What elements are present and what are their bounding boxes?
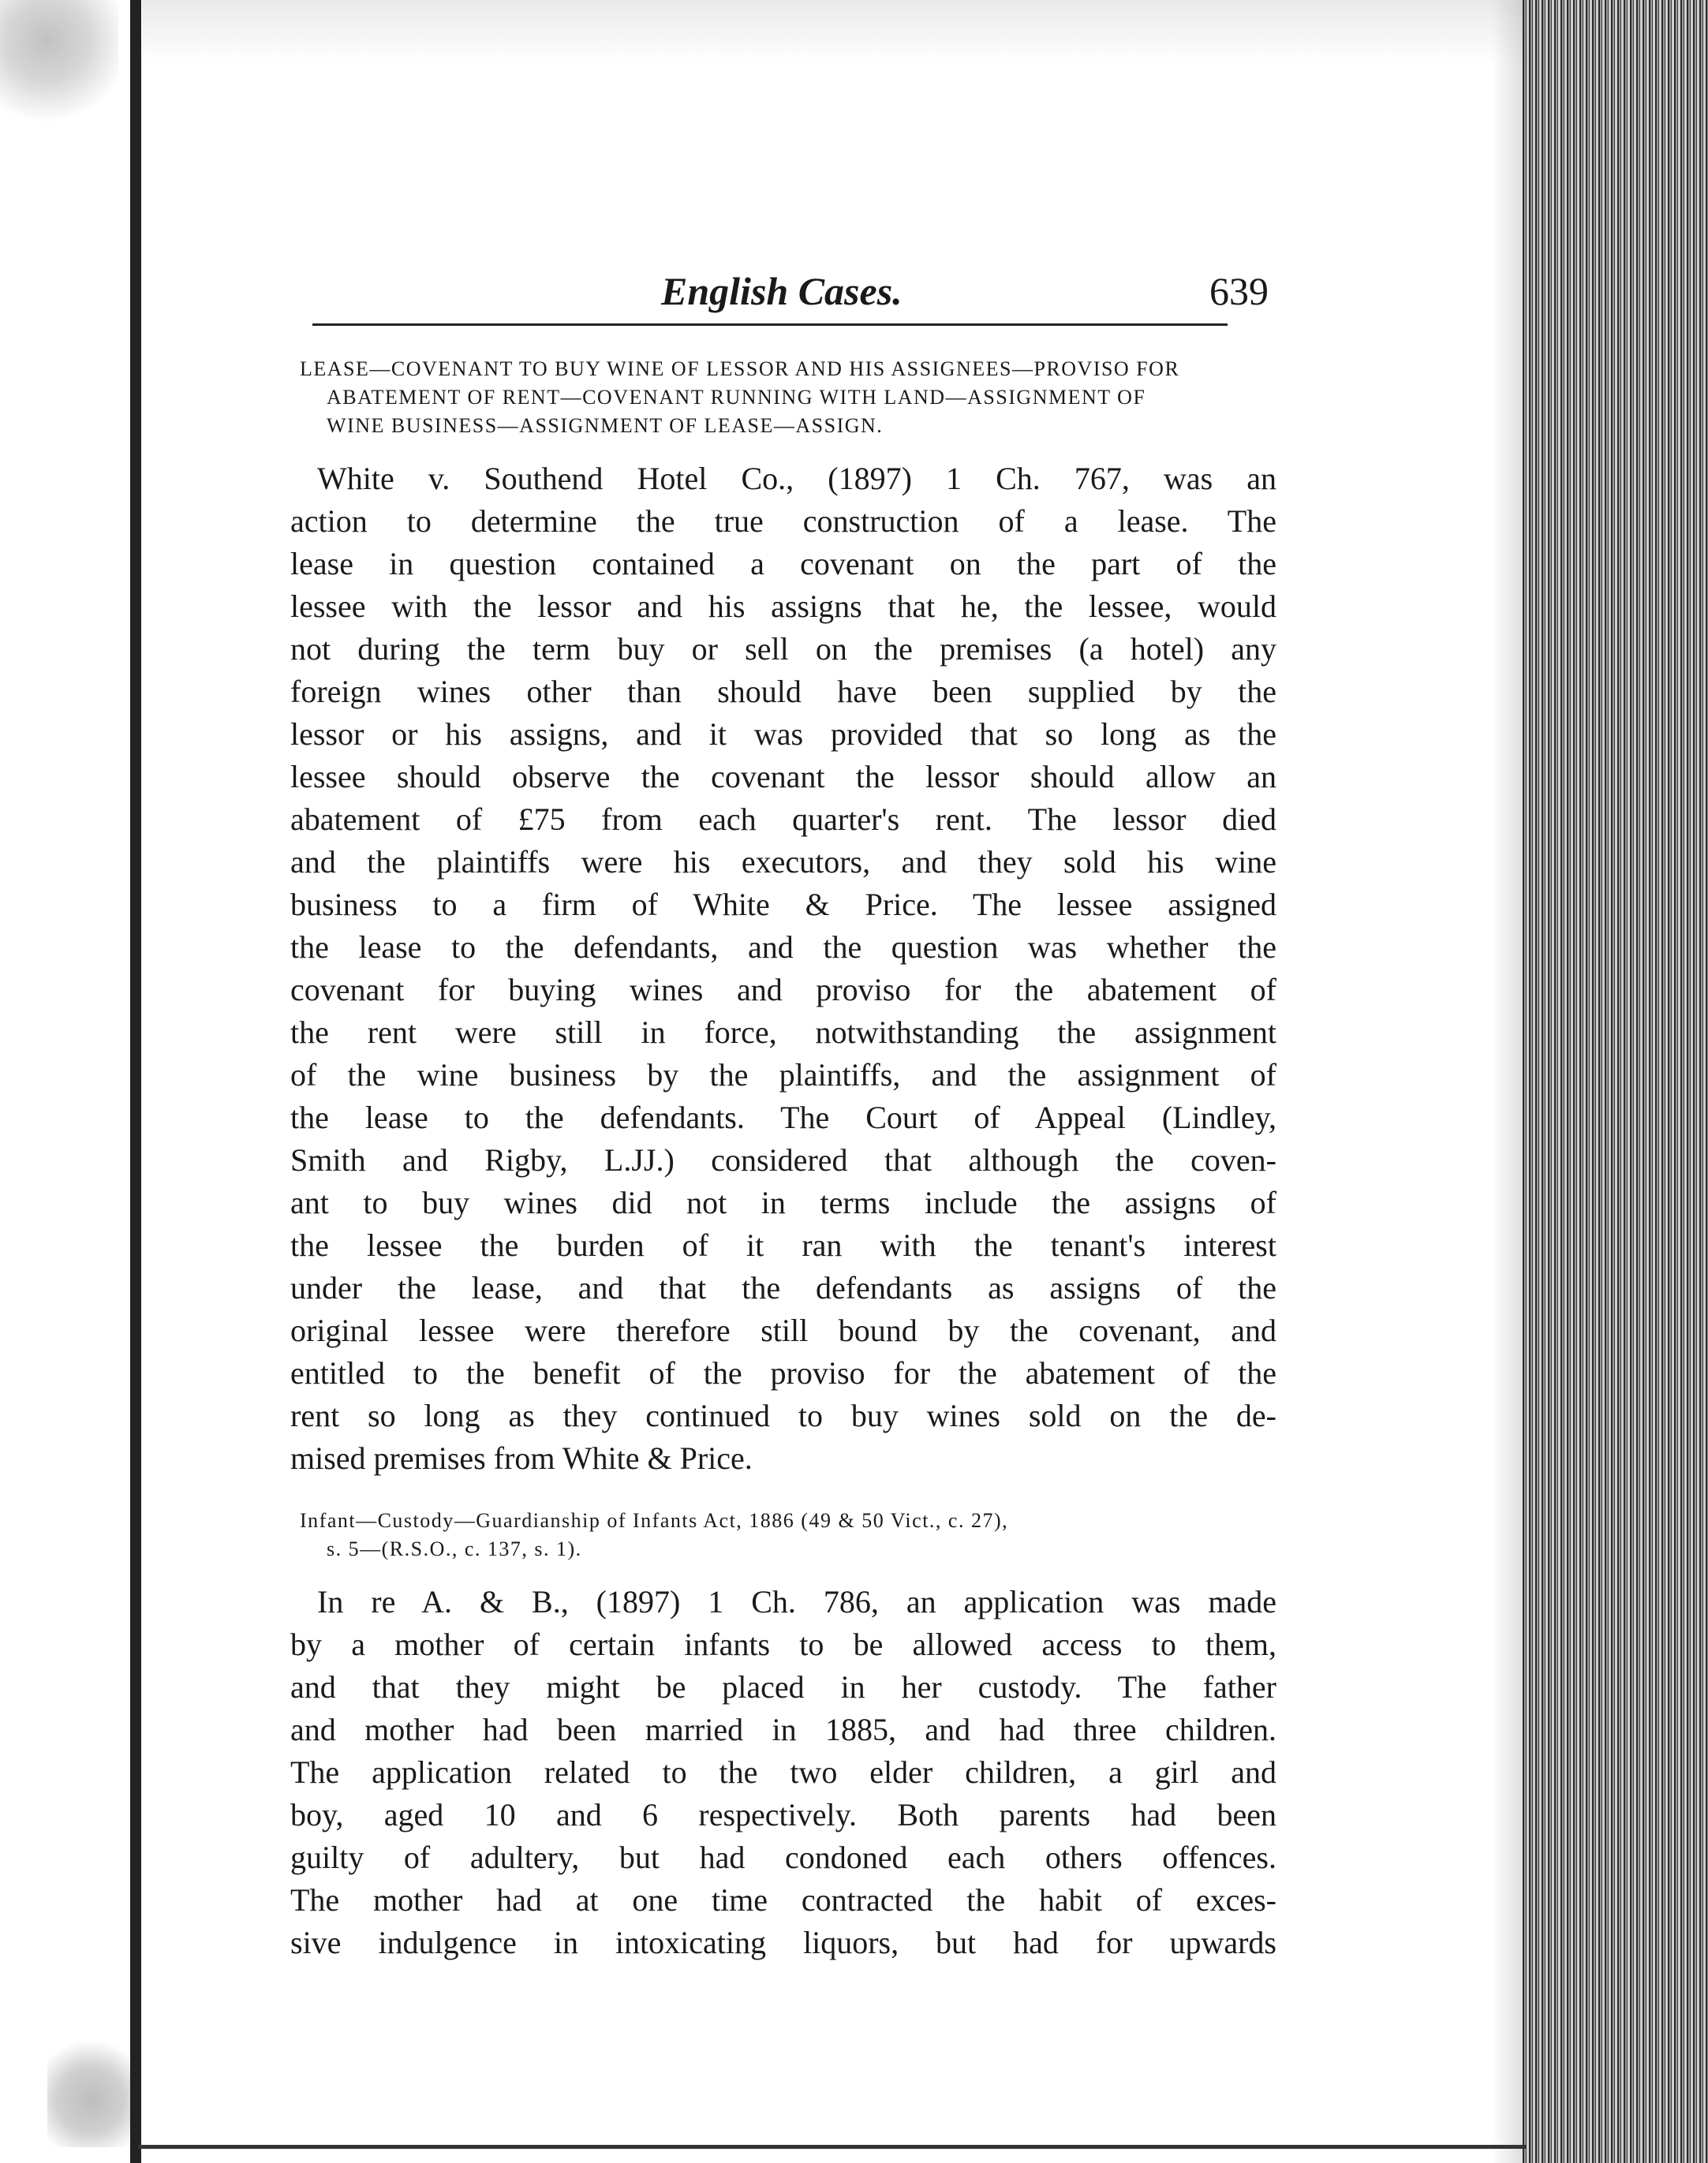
header-rule <box>312 323 1228 326</box>
body-line: The application related to the two elder children, a girl and <box>290 1754 1276 1790</box>
body-line: lessor or his assigns, and it was provided that so long as the <box>290 716 1276 752</box>
case1-body <box>290 458 1276 1480</box>
body-line: sive indulgence in intoxicating liquors, but had for upwards <box>290 1925 1276 1960</box>
topic-line: WINE BUSINESS—ASSIGNMENT OF LEASE—ASSIGN. <box>327 414 884 437</box>
scan-top-shade <box>142 0 1578 63</box>
case1-topic <box>300 355 1270 440</box>
case2-body <box>290 1581 1276 1964</box>
body-line: and that they might be placed in her custody. The father <box>290 1669 1276 1705</box>
body-line: abatement of £75 from each quarter's rent. The lessor died <box>290 801 1276 837</box>
body-line: the lessee the burden of it ran with the tenant's interest <box>290 1227 1276 1263</box>
scan-speckle-top <box>0 0 118 134</box>
body-line: covenant for buying wines and proviso for the abatement of <box>290 972 1276 1007</box>
body-line: White v. Southend Hotel Co., (1897) 1 Ch. 767, was an <box>317 461 1276 496</box>
body-line: under the lease, and that the defendants as assigns of the <box>290 1270 1276 1306</box>
body-line: not during the term buy or sell on the premises (a hotel) any <box>290 631 1276 667</box>
topic-line: s. 5—(R.S.O., c. 137, s. 1). <box>327 1537 582 1560</box>
body-line: guilty of adultery, but had condoned each others offences. <box>290 1840 1276 1875</box>
scan-binding-bar <box>130 0 141 2163</box>
case2-topic <box>300 1507 1270 1563</box>
topic-line: ABATEMENT OF RENT—COVENANT RUNNING WITH LAND—ASSIGNMENT OF <box>327 386 1146 409</box>
running-title: English Cases. <box>661 269 903 313</box>
body-line: boy, aged 10 and 6 respectively. Both parents had been <box>290 1797 1276 1832</box>
body-line: In re A. & B., (1897) 1 Ch. 786, an application was made <box>317 1584 1276 1619</box>
body-line: ant to buy wines did not in terms include the assigns of <box>290 1185 1276 1220</box>
body-line: lessee with the lessor and his assigns that he, the lessee, would <box>290 588 1276 624</box>
body-line: lease in question contained a covenant on the part of the <box>290 546 1276 581</box>
topic-line: LEASE—COVENANT TO BUY WINE OF LESSOR AND HIS ASSIGNEES—PROVISO FOR <box>300 357 1180 380</box>
scan-right-shade <box>1491 0 1523 2163</box>
scan-speckle-bottom <box>47 2029 134 2147</box>
body-line: and mother had been married in 1885, and had three children. <box>290 1712 1276 1747</box>
body-line: Smith and Rigby, L.JJ.) considered that although the coven- <box>290 1142 1276 1178</box>
body-line: the lease to the defendants, and the question was whether the <box>290 929 1276 965</box>
body-line: mised premises from White & Price. <box>290 1440 753 1476</box>
body-line: rent so long as they continued to buy wines sold on the de- <box>290 1398 1276 1433</box>
body-line: lessee should observe the covenant the lessor should allow an <box>290 759 1276 794</box>
body-line: business to a firm of White & Price. The lessee assigned <box>290 887 1276 922</box>
body-line: foreign wines other than should have been supplied by the <box>290 674 1276 709</box>
scan-left-edge <box>0 0 150 2163</box>
scan-bottom-line <box>138 2145 1527 2149</box>
body-line: original lessee were therefore still bound by the covenant, and <box>290 1313 1276 1348</box>
body-line: entitled to the benefit of the proviso for the abatement of the <box>290 1355 1276 1391</box>
body-line: of the wine business by the plaintiffs, and the assignment of <box>290 1057 1276 1093</box>
body-line: the rent were still in force, notwithstanding the assignment <box>290 1014 1276 1050</box>
body-line: by a mother of certain infants to be allowed access to them, <box>290 1627 1276 1662</box>
body-line: action to determine the true construction of a lease. The <box>290 503 1276 539</box>
body-line: and the plaintiffs were his executors, and they sold his wine <box>290 844 1276 880</box>
body-line: the lease to the defendants. The Court of Appeal (Lindley, <box>290 1100 1276 1135</box>
body-line: The mother had at one time contracted the habit of exces- <box>290 1882 1276 1918</box>
page-number: 639 <box>1209 269 1269 313</box>
running-head <box>290 268 1276 328</box>
topic-line: Infant—Custody—Guardianship of Infants Act, 1886 (49 & 50 Vict., c. 27), <box>300 1509 1009 1532</box>
scan-page-edges <box>1523 0 1708 2163</box>
page-content <box>290 268 1276 1964</box>
